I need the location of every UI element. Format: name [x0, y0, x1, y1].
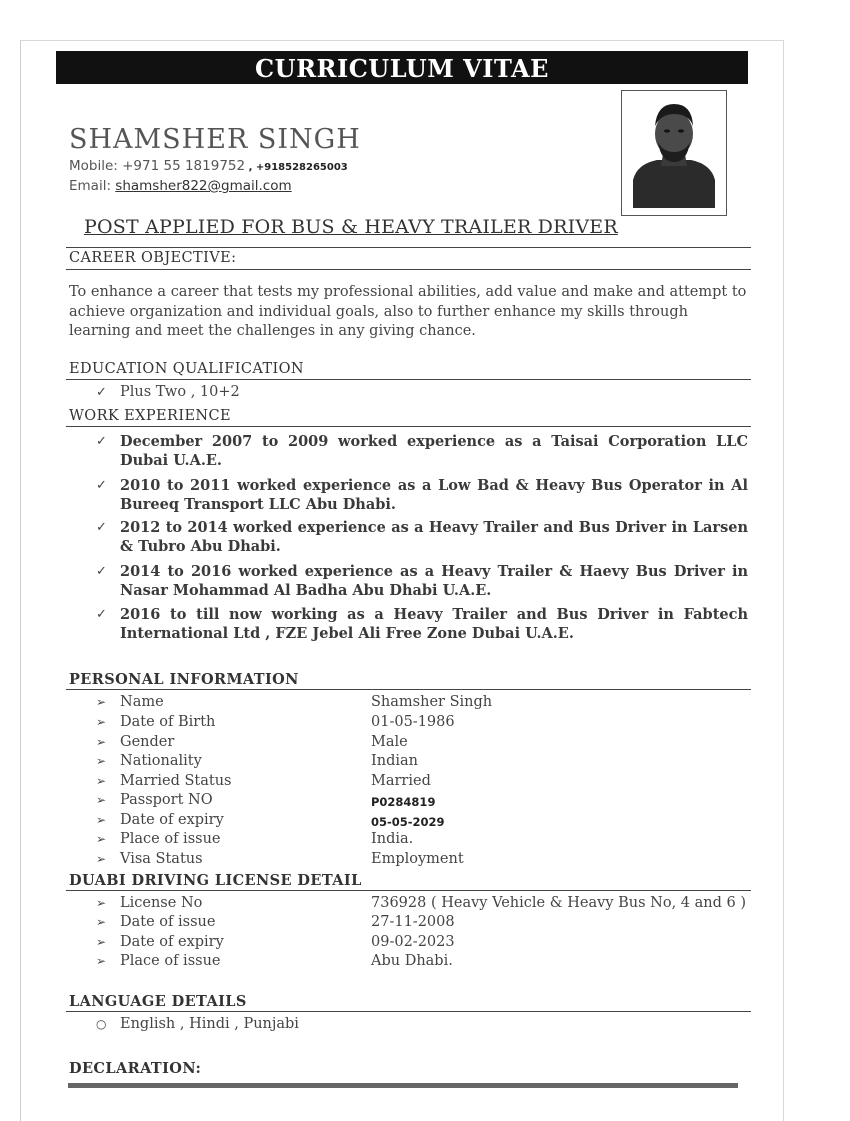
- post-applied-heading: POST APPLIED FOR BUS & HEAVY TRAILER DRIVER: [84, 216, 618, 238]
- personal-row-place-of-issue: ➢ Place of issue India.: [96, 831, 414, 847]
- divider: [66, 269, 751, 270]
- personal-row-name: ➢ Name Shamsher Singh: [96, 694, 493, 710]
- arrowhead-bullet-icon: ➢: [96, 832, 107, 846]
- list-item: ○ English , Hindi , Punjabi: [96, 1016, 299, 1032]
- career-objective-text: To enhance a career that tests my professional abilities, add value and make and attempt to achieve organization and individual goals, also to further enhance my skills through learning and meet the challenges in any giving chance.: [69, 284, 747, 339]
- license-row-place: ➢ Place of issue Abu Dhabi.: [96, 953, 453, 969]
- personal-row-married: ➢ Married Status Married: [96, 773, 431, 789]
- divider: [66, 689, 751, 690]
- arrowhead-bullet-icon: ➢: [96, 774, 107, 788]
- work-experience-heading: WORK EXPERIENCE: [69, 408, 231, 424]
- arrowhead-bullet-icon: ➢: [96, 793, 107, 807]
- checkmark-icon: ✓: [96, 434, 107, 449]
- divider: [66, 1011, 751, 1012]
- checkmark-icon: ✓: [96, 520, 107, 535]
- divider: [66, 426, 751, 427]
- personal-row-dob: ➢ Date of Birth 01-05-1986: [96, 714, 455, 730]
- license-row-issue-date: ➢ Date of issue 27-11-2008: [96, 914, 455, 930]
- arrowhead-bullet-icon: ➢: [96, 715, 107, 729]
- language-heading: LANGUAGE DETAILS: [69, 993, 247, 1010]
- list-item: ✓ 2014 to 2016 worked experience as a Heavy Trailer & Haevy Bus Driver in Nasar Mohammad Al Badha Abu Dhabi U.A.E.: [96, 563, 748, 599]
- cv-title-banner: CURRICULUM VITAE: [56, 51, 748, 84]
- divider: [66, 379, 751, 380]
- checkmark-icon: ✓: [96, 607, 107, 622]
- arrowhead-bullet-icon: ➢: [96, 735, 107, 749]
- candidate-name: SHAMSHER SINGH: [69, 124, 361, 155]
- list-item: ✓ 2012 to 2014 worked experience as a Heavy Trailer and Bus Driver in Larsen & Tubro Abu Dhabi.: [96, 519, 748, 555]
- arrowhead-bullet-icon: ➢: [96, 896, 107, 910]
- circle-bullet-icon: ○: [96, 1017, 107, 1031]
- list-item: ✓ 2010 to 2011 worked experience as a Low Bad & Heavy Bus Operator in Al Bureeq Transport LLC Abu Dhabi.: [96, 477, 748, 513]
- email-link[interactable]: shamsher822@gmail.com: [115, 178, 292, 194]
- mobile-label: Mobile:: [69, 158, 123, 174]
- list-item: ✓ December 2007 to 2009 worked experience as a Taisai Corporation LLC Dubai U.A.E.: [96, 433, 748, 469]
- mobile-line: [69, 158, 348, 174]
- personal-row-gender: ➢ Gender Male: [96, 734, 408, 750]
- personal-row-nationality: ➢ Nationality Indian: [96, 753, 418, 769]
- license-row-expiry: ➢ Date of expiry 09-02-2023: [96, 934, 455, 950]
- mobile-number-2: , +918528265003: [245, 162, 348, 173]
- email-line: [69, 178, 292, 194]
- education-heading: EDUCATION QUALIFICATION: [69, 361, 305, 377]
- checkmark-icon: ✓: [96, 385, 107, 400]
- checkmark-icon: ✓: [96, 564, 107, 579]
- career-objective-heading: CAREER OBJECTIVE:: [69, 250, 237, 266]
- arrowhead-bullet-icon: ➢: [96, 754, 107, 768]
- email-label: Email:: [69, 178, 116, 194]
- personal-row-passport-expiry: ➢ Date of expiry 05-05-2029: [96, 812, 445, 829]
- arrowhead-bullet-icon: ➢: [96, 954, 107, 968]
- checkmark-icon: ✓: [96, 478, 107, 493]
- person-silhouette-icon: [631, 98, 717, 208]
- list-item: ✓ Plus Two , 10+2: [96, 384, 240, 400]
- declaration-heading: DECLARATION:: [69, 1060, 202, 1077]
- mobile-number: +971 55 1819752: [122, 158, 246, 174]
- arrowhead-bullet-icon: ➢: [96, 852, 107, 866]
- profile-photo: [621, 90, 727, 216]
- personal-information-heading: PERSONAL INFORMATION: [69, 671, 299, 688]
- license-heading: DUABI DRIVING LICENSE DETAIL: [69, 872, 362, 889]
- arrowhead-bullet-icon: ➢: [96, 915, 107, 929]
- divider: [66, 247, 751, 248]
- personal-row-passport: ➢ Passport NO P0284819: [96, 792, 436, 809]
- divider: [66, 890, 751, 891]
- arrowhead-bullet-icon: ➢: [96, 695, 107, 709]
- arrowhead-bullet-icon: ➢: [96, 935, 107, 949]
- arrowhead-bullet-icon: ➢: [96, 813, 107, 827]
- divider: [68, 1083, 738, 1088]
- list-item: ✓ 2016 to till now working as a Heavy Trailer and Bus Driver in Fabtech International Ltd , FZE Jebel Ali Free Zone Dubai U.A.E.: [96, 606, 748, 642]
- personal-row-visa: ➢ Visa Status Employment: [96, 851, 464, 867]
- license-row-number: ➢ License No 736928 ( Heavy Vehicle & Heavy Bus No, 4 and 6 ): [96, 895, 746, 911]
